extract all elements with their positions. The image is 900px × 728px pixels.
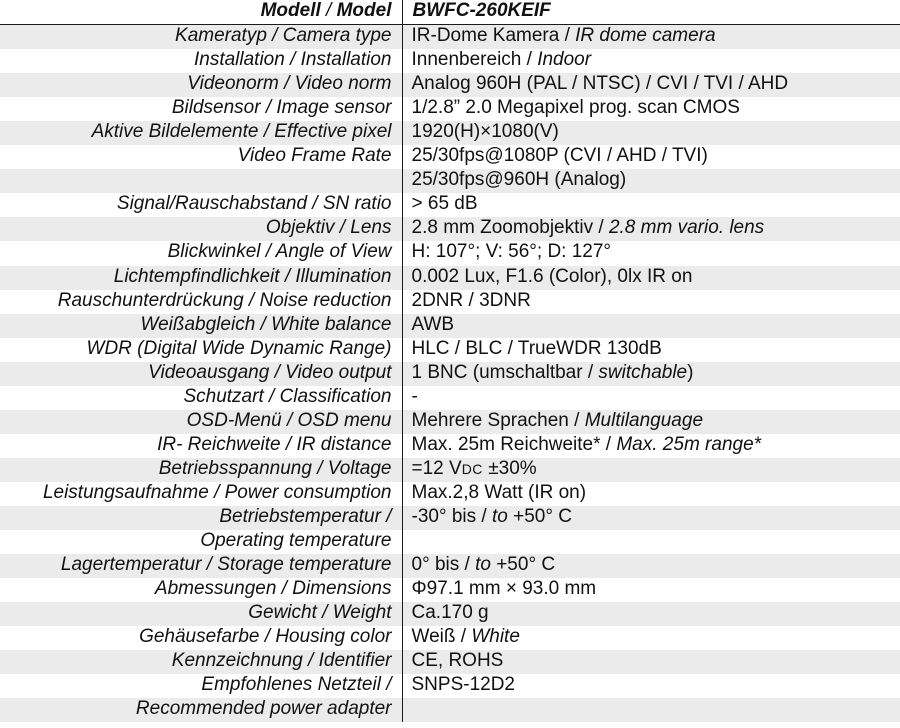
spec-label: Schutzart / Classification xyxy=(0,386,402,410)
table-row xyxy=(0,121,900,145)
spec-label: Videoausgang / Video output xyxy=(0,362,402,386)
spec-label: Objektiv / Lens xyxy=(0,217,402,241)
table-row xyxy=(0,97,900,121)
spec-value: HLC / BLC / TrueWDR 130dB xyxy=(402,338,900,362)
table-row xyxy=(0,314,900,338)
spec-label: Gewicht / Weight xyxy=(0,602,402,626)
spec-value: 2DNR / 3DNR xyxy=(402,290,900,314)
spec-value: IR-Dome Kamera / IR dome camera xyxy=(402,25,900,50)
table-row xyxy=(0,602,900,626)
table-row xyxy=(0,626,900,650)
spec-label: Kennzeichnung / Identifier xyxy=(0,650,402,674)
table-row xyxy=(0,338,900,362)
spec-label: Abmessungen / Dimensions xyxy=(0,578,402,602)
table-row xyxy=(0,434,900,458)
spec-value xyxy=(402,698,900,722)
spec-label: Bildsensor / Image sensor xyxy=(0,97,402,121)
table-row xyxy=(0,386,900,410)
spec-value: 0.002 Lux, F1.6 (Color), 0lx IR on xyxy=(402,266,900,290)
spec-value: 1/2.8” 2.0 Megapixel prog. scan CMOS xyxy=(402,97,900,121)
spec-label: Installation / Installation xyxy=(0,49,402,73)
spec-value: SNPS-12D2 xyxy=(402,674,900,698)
spec-label: Operating temperature xyxy=(0,530,402,554)
spec-value: CE, ROHS xyxy=(402,650,900,674)
spec-label: Rauschunterdrückung / Noise reduction xyxy=(0,290,402,314)
spec-label: Signal/Rauschabstand / SN ratio xyxy=(0,193,402,217)
spec-value: 1 BNC (umschaltbar / switchable) xyxy=(402,362,900,386)
spec-value: 25/30fps@1080P (CVI / AHD / TVI) xyxy=(402,145,900,169)
table-row xyxy=(0,145,900,169)
header-separator: / xyxy=(320,0,337,21)
spec-value: Φ97.1 mm × 93.0 mm xyxy=(402,578,900,602)
table-row xyxy=(0,73,900,97)
spec-value: Weiß / White xyxy=(402,626,900,650)
table-row xyxy=(0,482,900,506)
spec-label: Videonorm / Video norm xyxy=(0,73,402,97)
table-row xyxy=(0,290,900,314)
header-model-cell xyxy=(402,0,900,25)
spec-value: H: 107°; V: 56°; D: 127° xyxy=(402,241,900,265)
spec-value: 0° bis / to +50° C xyxy=(402,554,900,578)
table-row xyxy=(0,554,900,578)
table-row xyxy=(0,674,900,698)
spec-value: =12 VDC ±30% xyxy=(402,458,900,482)
spec-label: Recommended power adapter xyxy=(0,698,402,722)
spec-label: Betriebstemperatur / xyxy=(0,506,402,530)
spec-label: Aktive Bildelemente / Effective pixel xyxy=(0,121,402,145)
spec-value: 1920(H)×1080(V) xyxy=(402,121,900,145)
spec-label: Gehäusefarbe / Housing color xyxy=(0,626,402,650)
spec-label xyxy=(0,169,402,193)
spec-label: Lagertemperatur / Storage temperature xyxy=(0,554,402,578)
table-row xyxy=(0,530,900,554)
spec-value: Mehrere Sprachen / Multilanguage xyxy=(402,410,900,434)
spec-value: AWB xyxy=(402,314,900,338)
table-row xyxy=(0,217,900,241)
table-row xyxy=(0,458,900,482)
header-label-cell xyxy=(0,0,402,25)
spec-label: WDR (Digital Wide Dynamic Range) xyxy=(0,338,402,362)
table-row xyxy=(0,362,900,386)
spec-value: Ca.170 g xyxy=(402,602,900,626)
table-row xyxy=(0,193,900,217)
spec-label: Weißabgleich / White balance xyxy=(0,314,402,338)
spec-label: Empfohlenes Netzteil / xyxy=(0,674,402,698)
spec-label: Leistungsaufnahme / Power consumption xyxy=(0,482,402,506)
spec-value: Analog 960H (PAL / NTSC) / CVI / TVI / AHD xyxy=(402,73,900,97)
spec-label: OSD-Menü / OSD menu xyxy=(0,410,402,434)
table-row xyxy=(0,650,900,674)
table-row xyxy=(0,241,900,265)
spec-value: Innenbereich / Indoor xyxy=(402,49,900,73)
spec-value: Max. 25m Reichweite* / Max. 25m range* xyxy=(402,434,900,458)
table-row xyxy=(0,506,900,530)
model-name: BWFC-260KEIF xyxy=(412,0,551,21)
spec-label: Betriebsspannung / Voltage xyxy=(0,458,402,482)
spec-value: -30° bis / to +50° C xyxy=(402,506,900,530)
header-label-de: Modell xyxy=(260,0,321,21)
table-row xyxy=(0,266,900,290)
table-row xyxy=(0,169,900,193)
header-label-en: Model xyxy=(336,0,392,21)
spec-label: Blickwinkel / Angle of View xyxy=(0,241,402,265)
table-row xyxy=(0,410,900,434)
spec-value xyxy=(402,530,900,554)
header-row xyxy=(0,0,900,25)
spec-value: > 65 dB xyxy=(402,193,900,217)
spec-value: - xyxy=(402,386,900,410)
table-row xyxy=(0,49,900,73)
table-row xyxy=(0,25,900,50)
spec-label: Kameratyp / Camera type xyxy=(0,25,402,50)
table-row xyxy=(0,578,900,602)
spec-value: 25/30fps@960H (Analog) xyxy=(402,169,900,193)
spec-label: Lichtempfindlichkeit / Illumination xyxy=(0,266,402,290)
spec-label: IR- Reichweite / IR distance xyxy=(0,434,402,458)
spec-value: Max.2,8 Watt (IR on) xyxy=(402,482,900,506)
table-row xyxy=(0,698,900,722)
spec-label: Video Frame Rate xyxy=(0,145,402,169)
spec-value: 2.8 mm Zoomobjektiv / 2.8 mm vario. lens xyxy=(402,217,900,241)
